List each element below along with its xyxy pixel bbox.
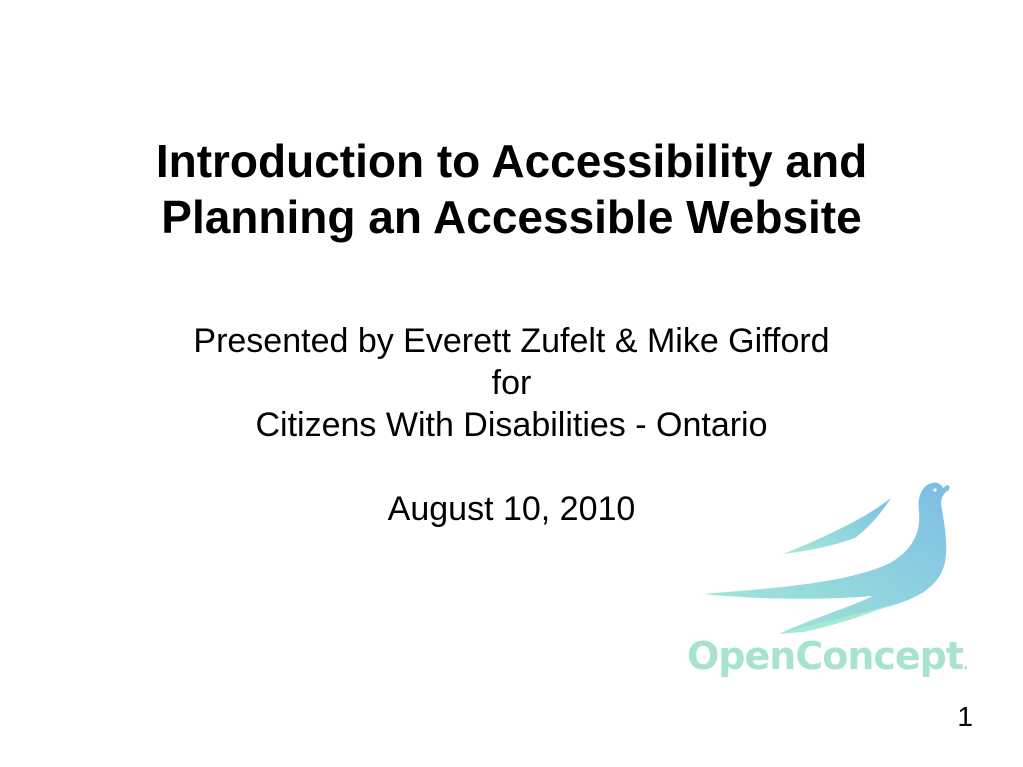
slide-title [0,133,1023,245]
slide-number: 1 [957,701,973,732]
organization-line: Citizens With Disabilities - Ontario [255,406,768,444]
title-line-2: Planning an Accessible Website [161,191,862,243]
for-line: for [491,364,532,402]
presentation-date: August 10, 2010 [387,490,636,528]
swallow-bird-icon [683,476,963,646]
presenters-line: Presented by Everett Zufelt & Mike Gifford [193,322,830,360]
logo-dot: . [963,657,968,673]
logo-text [687,634,967,687]
title-line-1: Introduction to Accessibility and [155,135,868,187]
logo-wordmark: OpenConcept [687,634,964,678]
openconcept-logo [683,476,968,686]
